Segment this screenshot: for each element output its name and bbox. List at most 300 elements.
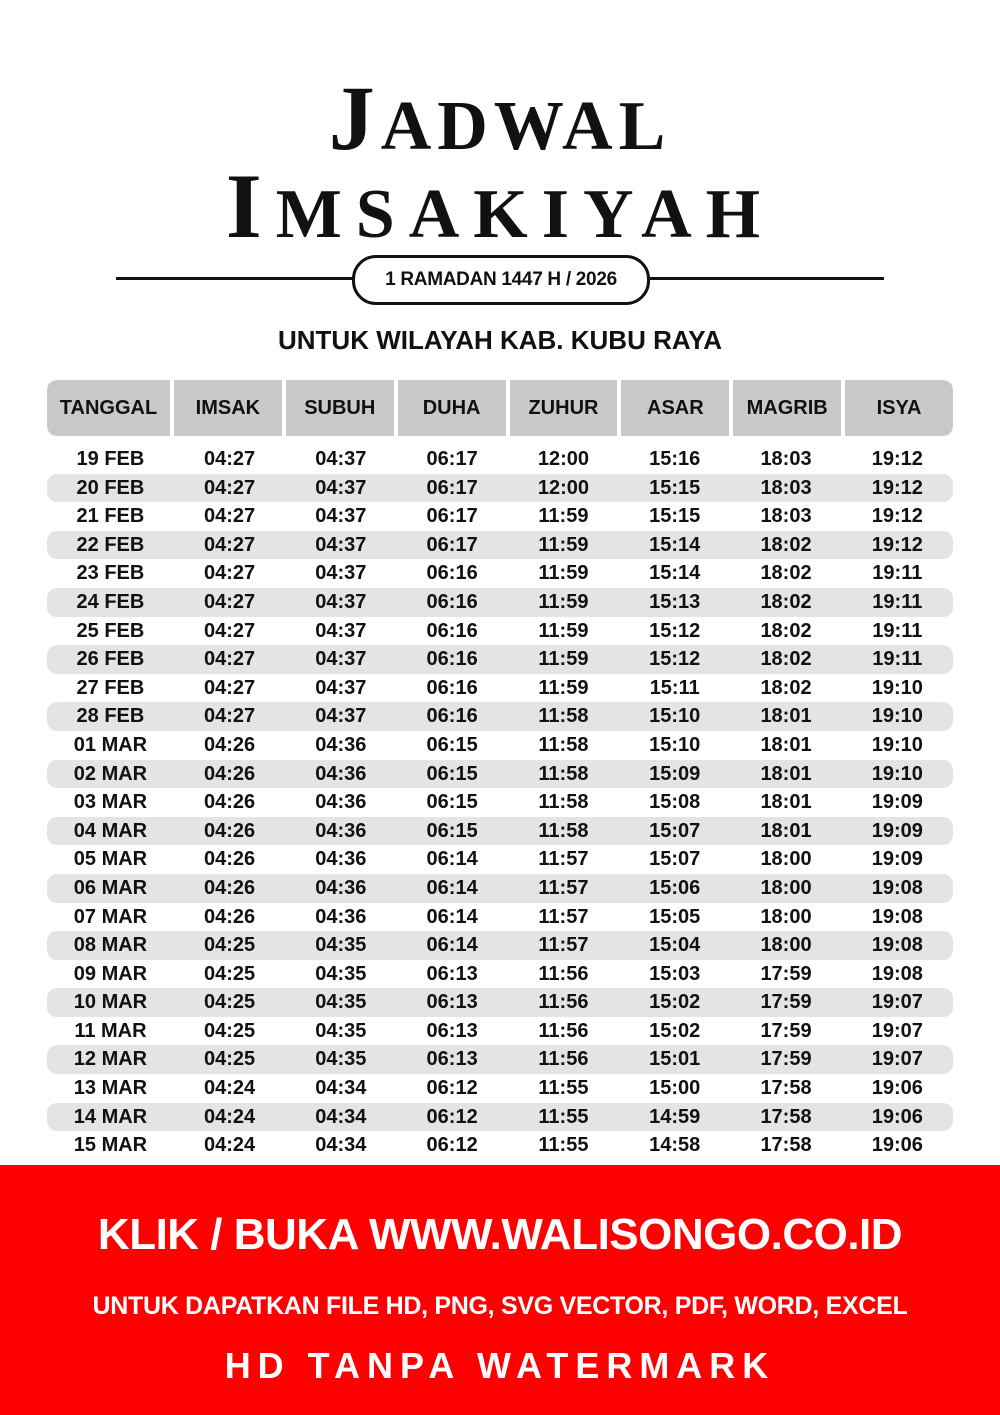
cell-tanggal — [47, 874, 174, 903]
table-row — [47, 817, 953, 846]
cell-value: 18:03 — [760, 505, 812, 528]
cell-subuh — [285, 1103, 396, 1132]
cell-value: 26 FEB — [76, 648, 145, 671]
cell-asar — [619, 988, 730, 1017]
cell-value: 04:26 — [203, 762, 256, 785]
cell-value: 03 MAR — [73, 791, 148, 814]
cell-isya — [842, 731, 953, 760]
cell-isya — [842, 702, 953, 731]
cell-isya — [842, 474, 953, 503]
banner-note-text: HD TANPA WATERMARK — [224, 1345, 776, 1386]
column-header-label: TANGGAL — [59, 397, 158, 419]
cell-value: 12 MAR — [73, 1048, 148, 1071]
cell-zuhur — [508, 445, 619, 474]
cell-value: 04:27 — [203, 648, 256, 671]
cell-isya — [842, 502, 953, 531]
cell-value: 04:37 — [315, 533, 367, 556]
cell-magrib — [730, 731, 841, 760]
cell-isya — [842, 903, 953, 932]
cell-value: 19:10 — [871, 733, 923, 756]
cell-duha — [396, 645, 507, 674]
cell-value: 04:24 — [203, 1105, 256, 1128]
cell-value: 11:57 — [538, 905, 589, 928]
cell-magrib — [730, 588, 841, 617]
cell-value: 15:12 — [649, 648, 701, 671]
cell-asar — [619, 559, 730, 588]
cell-tanggal — [47, 559, 174, 588]
cell-value: 19:12 — [871, 448, 923, 470]
cell-zuhur — [508, 760, 619, 789]
cell-value: 04:25 — [203, 991, 256, 1014]
cell-asar — [619, 817, 730, 846]
cell-duha — [396, 702, 507, 731]
table-row — [47, 760, 953, 789]
cell-value: 19:08 — [871, 962, 923, 985]
cell-value: 15:08 — [649, 791, 701, 814]
cell-duha — [396, 531, 507, 560]
cell-subuh — [285, 788, 396, 817]
cell-value: 19:10 — [871, 676, 923, 699]
cell-asar — [619, 1074, 730, 1103]
cell-value: 04:37 — [315, 648, 367, 671]
cell-tanggal — [47, 817, 174, 846]
cell-duha — [396, 1131, 507, 1160]
cell-asar — [619, 788, 730, 817]
cell-value: 15:11 — [649, 676, 700, 699]
cell-value: 04:27 — [203, 590, 256, 613]
cell-imsak — [174, 988, 285, 1017]
table-row — [47, 702, 953, 731]
column-header-imsak — [174, 380, 282, 436]
cell-asar — [619, 502, 730, 531]
cell-value: 06:17 — [426, 476, 478, 499]
table-row — [47, 988, 953, 1017]
cell-value: 06:17 — [426, 533, 478, 556]
cell-imsak — [174, 531, 285, 560]
cell-value: 04:37 — [315, 705, 367, 728]
cell-value: 06:12 — [426, 1105, 478, 1128]
cell-isya — [842, 1131, 953, 1160]
cell-duha — [396, 1017, 507, 1046]
cell-magrib — [730, 760, 841, 789]
cell-value: 18:03 — [760, 448, 812, 470]
cell-value: 19:12 — [871, 505, 923, 528]
cell-value: 07 MAR — [73, 905, 148, 928]
cell-magrib — [730, 817, 841, 846]
cell-duha — [396, 445, 507, 474]
column-header-zuhur — [510, 380, 618, 436]
cell-magrib — [730, 674, 841, 703]
cell-value: 15:06 — [649, 876, 701, 899]
cell-asar — [619, 931, 730, 960]
cell-asar — [619, 445, 730, 474]
cell-subuh — [285, 474, 396, 503]
cell-value: 04:36 — [315, 733, 367, 756]
cell-value: 04:27 — [203, 705, 256, 728]
cell-value: 15:14 — [649, 533, 701, 556]
period-badge — [352, 255, 650, 305]
cell-value: 19:08 — [871, 876, 923, 899]
cell-value: 06:17 — [426, 505, 478, 528]
cell-isya — [842, 817, 953, 846]
cell-imsak — [174, 731, 285, 760]
table-row — [47, 445, 953, 474]
cell-value: 19:12 — [871, 533, 923, 556]
cell-value: 15:13 — [649, 590, 701, 613]
cell-asar — [619, 960, 730, 989]
cell-value: 23 FEB — [76, 562, 145, 585]
cell-value: 17:58 — [760, 1134, 812, 1157]
cell-value: 15:02 — [649, 1019, 701, 1042]
cell-value: 21 FEB — [76, 505, 145, 528]
cell-imsak — [174, 788, 285, 817]
cell-duha — [396, 845, 507, 874]
cell-value: 19:06 — [871, 1134, 923, 1157]
cell-value: 19:10 — [871, 705, 923, 728]
cell-value: 25 FEB — [76, 619, 145, 642]
cell-value: 01 MAR — [73, 733, 148, 756]
cell-zuhur — [508, 731, 619, 760]
cell-magrib — [730, 1074, 841, 1103]
cell-magrib — [730, 474, 841, 503]
cell-subuh — [285, 674, 396, 703]
cell-subuh — [285, 845, 396, 874]
region-subtitle — [0, 320, 1000, 360]
cell-subuh — [285, 988, 396, 1017]
cell-subuh — [285, 531, 396, 560]
cell-value: 08 MAR — [73, 934, 148, 957]
cell-value: 19:09 — [871, 791, 923, 814]
banner-subline-text: UNTUK DAPATKAN FILE HD, PNG, SVG VECTOR, PDF, WORD, EXCEL — [92, 1292, 908, 1320]
cell-value: 04:27 — [203, 619, 256, 642]
cell-subuh — [285, 1045, 396, 1074]
cell-value: 22 FEB — [76, 533, 145, 556]
cell-value: 18:03 — [760, 476, 812, 499]
cell-asar — [619, 531, 730, 560]
column-header-label: ZUHUR — [528, 397, 599, 419]
cell-imsak — [174, 1074, 285, 1103]
cell-value: 24 FEB — [76, 590, 145, 613]
cell-value: 11:57 — [538, 848, 589, 871]
cell-duha — [396, 588, 507, 617]
cell-asar — [619, 674, 730, 703]
cell-value: 06:14 — [426, 876, 478, 899]
cell-tanggal — [47, 1131, 174, 1160]
cell-value: 14:59 — [649, 1105, 701, 1128]
cell-asar — [619, 1017, 730, 1046]
cell-zuhur — [508, 931, 619, 960]
cell-subuh — [285, 960, 396, 989]
cell-magrib — [730, 531, 841, 560]
table-row — [47, 903, 953, 932]
column-header-tanggal — [47, 380, 170, 436]
cell-value: 19:11 — [872, 562, 923, 585]
cell-duha — [396, 559, 507, 588]
cell-value: 04:36 — [315, 791, 367, 814]
cell-value: 11:55 — [538, 1105, 589, 1128]
cell-value: 14:58 — [649, 1134, 701, 1157]
cell-value: 06:16 — [426, 705, 478, 728]
cell-value: 10 MAR — [73, 991, 148, 1014]
cell-value: 04:35 — [315, 991, 367, 1014]
cell-value: 27 FEB — [76, 676, 145, 699]
table-row — [47, 559, 953, 588]
cell-imsak — [174, 760, 285, 789]
cell-value: 12:00 — [537, 476, 589, 499]
cell-value: 11:58 — [538, 819, 589, 842]
column-header-label: MAGRIB — [746, 397, 828, 419]
cell-imsak — [174, 588, 285, 617]
column-header-asar — [621, 380, 729, 436]
cell-value: 18:01 — [760, 733, 812, 756]
cell-zuhur — [508, 788, 619, 817]
cell-duha — [396, 502, 507, 531]
cell-isya — [842, 760, 953, 789]
cell-value: 06:16 — [426, 676, 478, 699]
cell-value: 18:02 — [760, 533, 812, 556]
cell-value: 18:02 — [760, 619, 812, 642]
cell-value: 17:58 — [760, 1077, 812, 1100]
cell-zuhur — [508, 1103, 619, 1132]
title-line-1: JADWAL — [328, 67, 672, 169]
cell-value: 13 MAR — [73, 1077, 148, 1100]
cell-isya — [842, 931, 953, 960]
promo-banner[interactable] — [0, 1165, 1000, 1415]
cell-magrib — [730, 445, 841, 474]
title-line-2: IMSAKIYAH — [225, 155, 775, 257]
cell-value: 15:04 — [649, 934, 701, 957]
cell-zuhur — [508, 903, 619, 932]
cell-value: 06:16 — [426, 590, 478, 613]
cell-value: 04:36 — [315, 876, 367, 899]
cell-tanggal — [47, 760, 174, 789]
cell-value: 04:36 — [315, 819, 367, 842]
cell-asar — [619, 702, 730, 731]
cell-subuh — [285, 1017, 396, 1046]
cell-value: 19:07 — [871, 1019, 923, 1042]
cell-duha — [396, 903, 507, 932]
cell-value: 04:36 — [315, 848, 367, 871]
divider-right — [644, 277, 884, 280]
cell-value: 06:13 — [426, 962, 478, 985]
cell-duha — [396, 1045, 507, 1074]
column-header-label: SUBUH — [304, 397, 376, 419]
cell-zuhur — [508, 1074, 619, 1103]
cell-value: 18:02 — [760, 648, 812, 671]
cell-imsak — [174, 817, 285, 846]
cell-asar — [619, 645, 730, 674]
cell-imsak — [174, 1103, 285, 1132]
cell-value: 04:37 — [315, 676, 367, 699]
cell-value: 15:03 — [649, 962, 701, 985]
cell-duha — [396, 788, 507, 817]
table-row — [47, 588, 953, 617]
cell-zuhur — [508, 1045, 619, 1074]
table-row — [47, 731, 953, 760]
cell-value: 04:27 — [203, 448, 256, 470]
cell-value: 15:16 — [649, 448, 701, 470]
cell-magrib — [730, 845, 841, 874]
cell-magrib — [730, 645, 841, 674]
cell-value: 18:01 — [760, 791, 812, 814]
cell-asar — [619, 1045, 730, 1074]
cell-value: 11:55 — [538, 1077, 589, 1100]
region-text: UNTUK WILAYAH KAB. KUBU RAYA — [278, 325, 722, 355]
cell-value: 15:15 — [649, 476, 701, 499]
cell-value: 04:26 — [203, 876, 256, 899]
cell-value: 04:34 — [315, 1134, 367, 1157]
cell-tanggal — [47, 702, 174, 731]
cell-asar — [619, 1131, 730, 1160]
cell-zuhur — [508, 817, 619, 846]
cell-asar — [619, 760, 730, 789]
cell-imsak — [174, 960, 285, 989]
cell-value: 04:25 — [203, 962, 256, 985]
schedule-table — [47, 445, 953, 1160]
cell-isya — [842, 1103, 953, 1132]
column-header-label: IMSAK — [195, 397, 261, 419]
banner-headline[interactable] — [0, 1195, 1000, 1275]
cell-value: 19 FEB — [76, 448, 145, 470]
cell-subuh — [285, 1131, 396, 1160]
cell-tanggal — [47, 1045, 174, 1074]
cell-duha — [396, 988, 507, 1017]
cell-magrib — [730, 702, 841, 731]
cell-value: 06:15 — [426, 791, 478, 814]
cell-value: 06:14 — [426, 934, 478, 957]
table-row — [47, 531, 953, 560]
cell-isya — [842, 874, 953, 903]
cell-value: 11:58 — [538, 762, 589, 785]
cell-asar — [619, 903, 730, 932]
cell-value: 19:08 — [871, 934, 923, 957]
cell-tanggal — [47, 845, 174, 874]
table-row — [47, 931, 953, 960]
cell-tanggal — [47, 788, 174, 817]
cell-subuh — [285, 903, 396, 932]
cell-isya — [842, 445, 953, 474]
cell-zuhur — [508, 645, 619, 674]
cell-isya — [842, 645, 953, 674]
cell-value: 19:12 — [871, 476, 923, 499]
cell-asar — [619, 588, 730, 617]
cell-value: 04:35 — [315, 1048, 367, 1071]
table-header — [47, 380, 953, 436]
cell-value: 04:36 — [315, 905, 367, 928]
column-header-duha — [398, 380, 506, 436]
cell-tanggal — [47, 588, 174, 617]
cell-value: 06:13 — [426, 1048, 478, 1071]
cell-value: 14 MAR — [73, 1105, 148, 1128]
cell-magrib — [730, 788, 841, 817]
cell-tanggal — [47, 674, 174, 703]
table-row — [47, 1074, 953, 1103]
cell-zuhur — [508, 1017, 619, 1046]
cell-zuhur — [508, 960, 619, 989]
cell-asar — [619, 845, 730, 874]
cell-tanggal — [47, 617, 174, 646]
column-header-label: ASAR — [647, 397, 704, 419]
cell-tanggal — [47, 645, 174, 674]
cell-tanggal — [47, 474, 174, 503]
cell-asar — [619, 474, 730, 503]
cell-value: 15:07 — [649, 848, 701, 871]
cell-value: 15:15 — [649, 505, 701, 528]
cell-isya — [842, 617, 953, 646]
table-row — [47, 674, 953, 703]
banner-note — [0, 1341, 1000, 1391]
cell-tanggal — [47, 903, 174, 932]
column-header-label: DUHA — [422, 397, 481, 419]
cell-imsak — [174, 874, 285, 903]
cell-subuh — [285, 931, 396, 960]
cell-tanggal — [47, 531, 174, 560]
cell-value: 18:01 — [760, 819, 812, 842]
cell-tanggal — [47, 731, 174, 760]
cell-imsak — [174, 845, 285, 874]
table-row — [47, 1103, 953, 1132]
cell-magrib — [730, 1045, 841, 1074]
cell-duha — [396, 674, 507, 703]
cell-duha — [396, 1074, 507, 1103]
cell-imsak — [174, 502, 285, 531]
cell-tanggal — [47, 445, 174, 474]
cell-value: 19:11 — [872, 590, 923, 613]
cell-isya — [842, 559, 953, 588]
column-header-magrib — [733, 380, 841, 436]
cell-subuh — [285, 817, 396, 846]
cell-zuhur — [508, 988, 619, 1017]
cell-value: 04:35 — [315, 962, 367, 985]
cell-magrib — [730, 931, 841, 960]
cell-value: 19:11 — [872, 619, 923, 642]
cell-value: 04:27 — [203, 562, 256, 585]
cell-value: 04:27 — [203, 533, 256, 556]
cell-asar — [619, 874, 730, 903]
cell-value: 04:37 — [315, 448, 367, 470]
cell-value: 15:12 — [649, 619, 701, 642]
cell-tanggal — [47, 988, 174, 1017]
cell-imsak — [174, 474, 285, 503]
cell-magrib — [730, 960, 841, 989]
cell-value: 04:37 — [315, 476, 367, 499]
cell-imsak — [174, 903, 285, 932]
cell-asar — [619, 617, 730, 646]
cell-imsak — [174, 617, 285, 646]
cell-value: 19:10 — [871, 762, 923, 785]
cell-value: 06:16 — [426, 619, 478, 642]
cell-value: 18:00 — [760, 905, 812, 928]
cell-duha — [396, 474, 507, 503]
cell-value: 19:07 — [871, 1048, 923, 1071]
cell-value: 02 MAR — [73, 762, 148, 785]
cell-value: 04:37 — [315, 590, 367, 613]
cell-value: 04:24 — [203, 1077, 256, 1100]
cell-value: 04:35 — [315, 1019, 367, 1042]
cell-tanggal — [47, 960, 174, 989]
cell-subuh — [285, 617, 396, 646]
cell-value: 11:58 — [538, 705, 589, 728]
cell-value: 06:16 — [426, 648, 478, 671]
cell-value: 06:12 — [426, 1134, 478, 1157]
column-header-label: ISYA — [876, 397, 922, 419]
cell-value: 04:26 — [203, 905, 256, 928]
cell-value: 04:34 — [315, 1077, 367, 1100]
cell-zuhur — [508, 559, 619, 588]
cell-value: 15:09 — [649, 762, 701, 785]
cell-value: 11:59 — [538, 590, 589, 613]
cell-imsak — [174, 702, 285, 731]
